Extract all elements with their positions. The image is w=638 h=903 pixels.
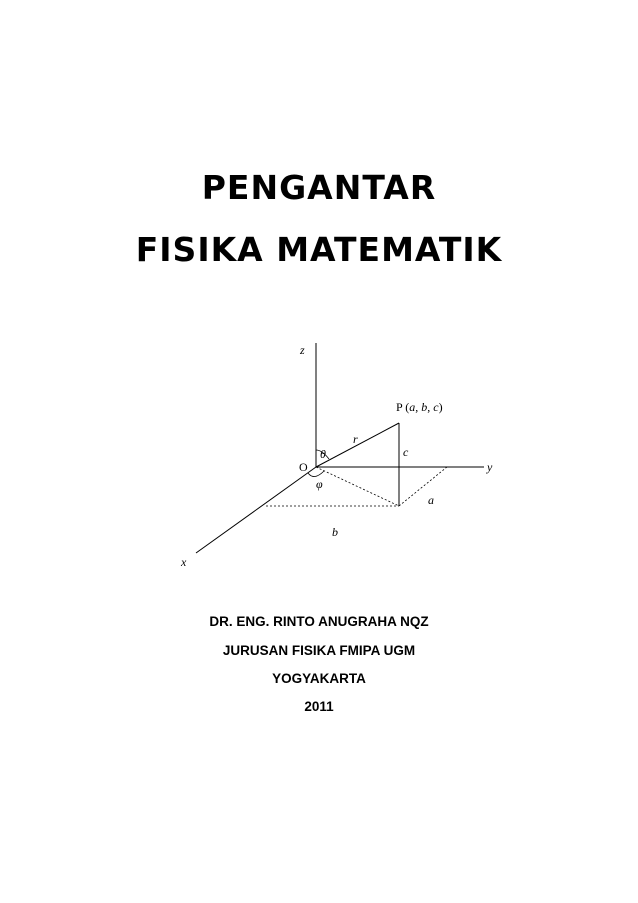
point-label: P (a, b, c) [396,400,443,414]
radius-label: r [353,432,358,446]
y-axis-label: y [487,460,493,474]
city: YOGYAKARTA [272,671,366,686]
projection-line [316,467,399,506]
theta-label: θ [320,447,326,461]
dashed-a-line [399,467,447,506]
b-label: b [332,525,338,539]
title-line-2: FISIKA MATEMATIK [135,230,503,269]
z-axis-label: z [300,343,305,357]
x-axis-label: x [181,555,187,569]
origin-label: O [299,460,308,474]
x-axis [196,467,316,553]
phi-arc [308,471,324,477]
c-label: c [403,445,409,459]
title-line-1: PENGANTAR [201,168,437,207]
author-name: DR. ENG. RINTO ANUGRAHA NQZ [209,614,429,629]
phi-label: φ [316,477,323,491]
year: 2011 [304,699,334,714]
department: JURUSAN FISIKA FMIPA UGM [222,643,416,658]
a-label: a [428,493,434,507]
